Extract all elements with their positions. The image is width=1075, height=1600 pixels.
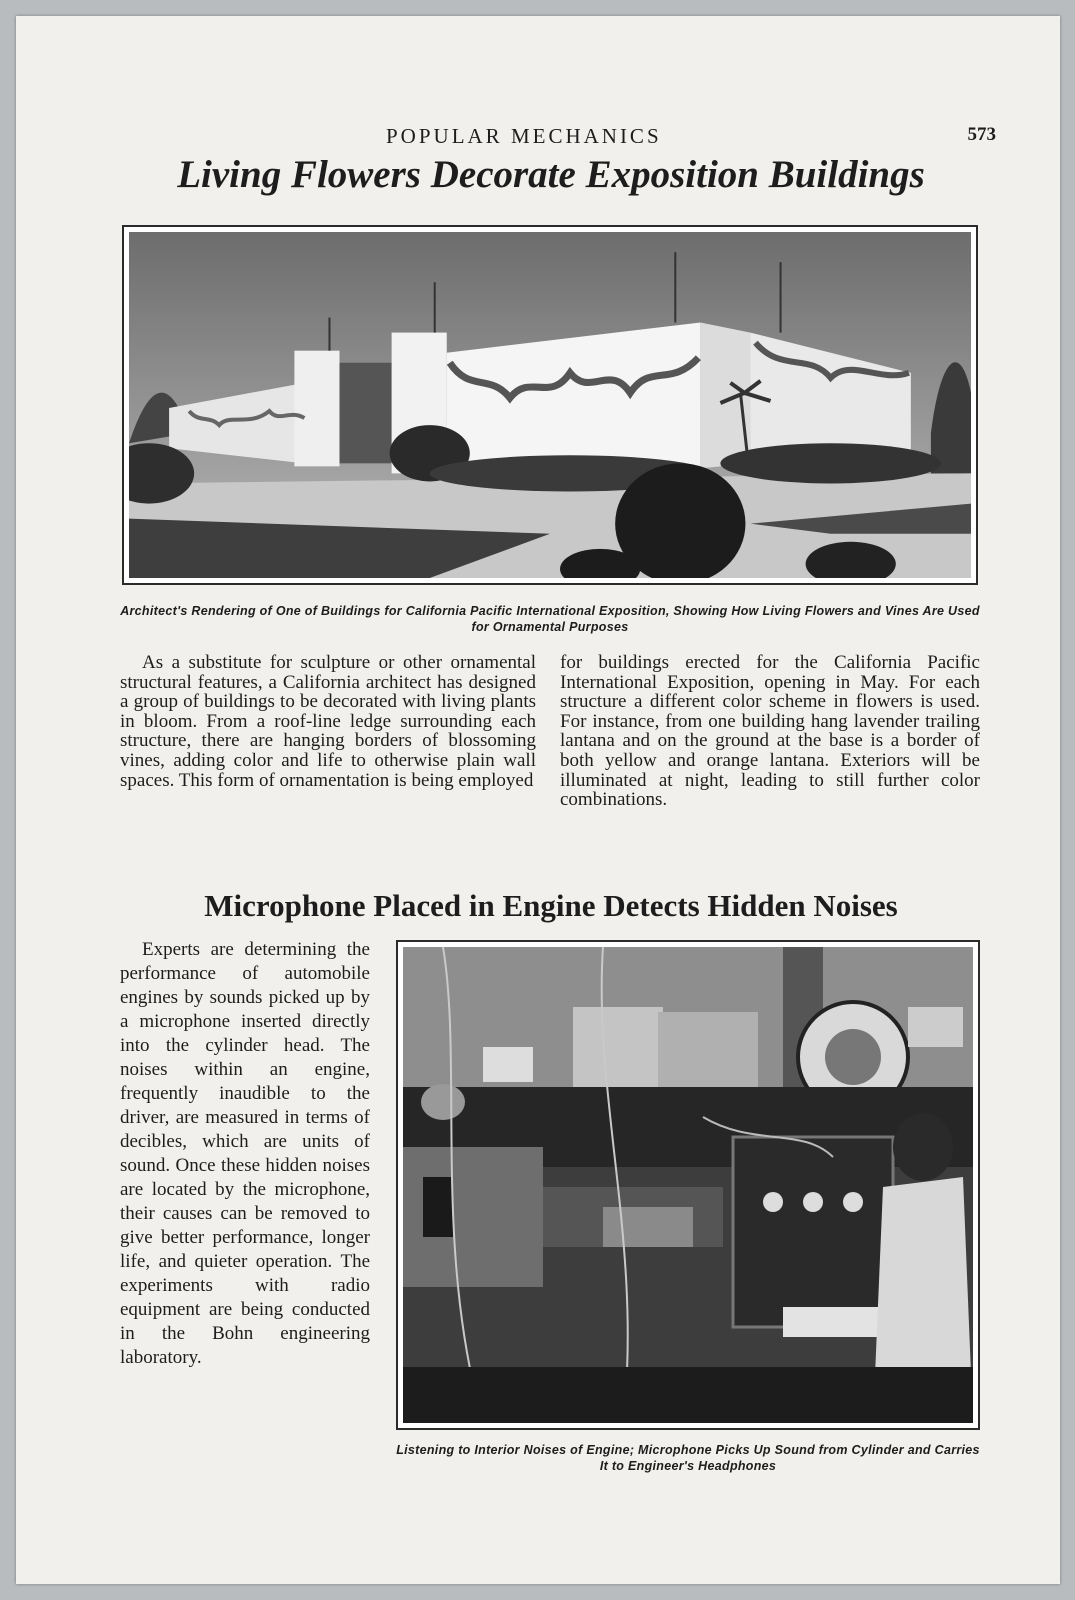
- engine-test-photo: [403, 947, 973, 1423]
- building-rendering: [129, 232, 971, 578]
- engine-laboratory-photo: [396, 940, 980, 1430]
- article-2-photo-caption: Listening to Interior Noises of Engine; Microphone Picks Up Sound from Cylinder and Carries It to Engineer's Headphones: [396, 1443, 980, 1473]
- article-2-title: Microphone Placed in Engine Detects Hidden Noises: [204, 888, 898, 923]
- article-1-body-column-1: As a substitute for sculpture or other ornamental structural features, a California architect has designed a group of buildings to be decorated with living plants in bloom. From a roof-line ledge surrounding each structure, there are hanging borders of blossoming vines, adding color and life to otherwise plain wall spaces. This form of ornamentation is being employed: [120, 652, 536, 791]
- article-2-body: Experts are determining the performance of automobile engines by sounds picked up by a microphone inserted directly into the cylinder head. The noises within an engine, frequently inaudible to the driver, are measured in terms of decibles, which are units of sound. Once these hidden noises are located by the microphone, their causes can be removed to give better performance, longer life, and quieter operation. The experiments with radio equipment are being conducted in the Bohn engineering laboratory.: [120, 939, 370, 1368]
- page-number: 573: [967, 124, 996, 145]
- exposition-building-photo: [122, 225, 978, 585]
- running-head: [136, 124, 996, 152]
- article-1-title: Living Flowers Decorate Exposition Buildings: [177, 153, 925, 196]
- article-1-photo-caption: Architect's Rendering of One of Buildings for California Pacific International Exposition, Showing How Living Flowers and Vines Are Used for Ornamental Purposes: [120, 604, 980, 634]
- magazine-title: POPULAR MECHANICS: [386, 124, 662, 148]
- article-1-body-column-2: for buildings erected for the California Pacific International Exposition, opening in May. For each structure a different color scheme in flowers is used. For instance, from one building hang lavender trailing lantana and on the ground at the base is a border of both yellow and orange lantana. Exteriors will be illuminated at night, leading to still further color combinations.: [560, 652, 980, 811]
